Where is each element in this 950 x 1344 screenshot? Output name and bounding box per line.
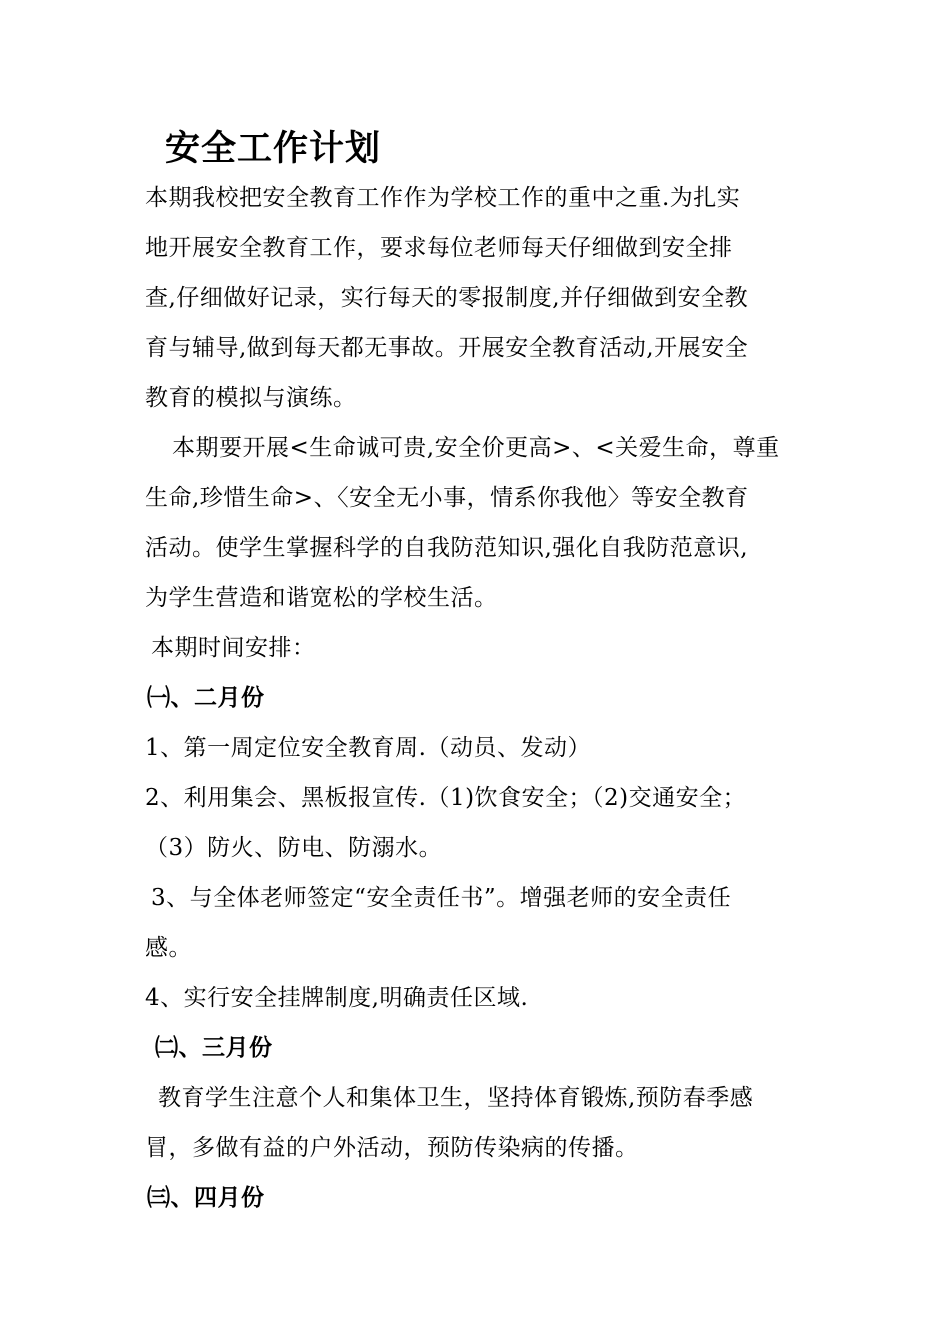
feb-item-1: 1、第一周定位安全教育周.（动员、发动） bbox=[145, 735, 591, 761]
paragraph2-line-3: 活动。使学生掌握科学的自我防范知识,强化自我防范意识, bbox=[145, 535, 749, 561]
feb-item-4: 4、实行安全挂牌制度,明确责任区域. bbox=[145, 985, 529, 1011]
mar-text-line-1: 教育学生注意个人和集体卫生，坚持体育锻炼,预防春季感 bbox=[158, 1085, 754, 1111]
feb-item-2-continued: （3）防火、防电、防溺水。 bbox=[145, 835, 443, 861]
section-heading-mar: ㈡、三月份 bbox=[155, 1035, 273, 1061]
paragraph1-line-3: 查,仔细做好记录，实行每天的零报制度,并仔细做到安全教 bbox=[145, 285, 749, 311]
paragraph2-line-2: 生命,珍惜生命>、〈安全无小事，情系你我他〉等安全教育 bbox=[145, 485, 749, 511]
paragraph2-line-1: 本期要开展<生命诚可贵,安全价更高>、<关爱生命，尊重 bbox=[172, 435, 780, 461]
paragraph1-line-1: 本期我校把安全教育工作作为学校工作的重中之重.为扎实 bbox=[145, 185, 741, 211]
mar-text-line-2: 冒，多做有益的户外活动，预防传染病的传播。 bbox=[145, 1135, 639, 1161]
feb-item-2: 2、利用集会、黑板报宣传.（1)饮食安全；（2)交通安全； bbox=[145, 785, 747, 811]
paragraph1-line-4: 育与辅导,做到每天都无事故。开展安全教育活动,开展安全 bbox=[145, 335, 749, 361]
document-title: 安全工作计划 bbox=[165, 129, 382, 169]
section-heading-feb: ㈠、二月份 bbox=[147, 685, 265, 711]
paragraph1-line-2: 地开展安全教育工作，要求每位老师每天仔细做到安全排 bbox=[145, 235, 733, 261]
feb-item-3: 3、与全体老师签定“安全责任书”。增强老师的安全责任 bbox=[151, 885, 732, 911]
feb-item-3-continued: 感。 bbox=[145, 935, 192, 961]
paragraph1-line-5: 教育的模拟与演练。 bbox=[145, 385, 357, 411]
schedule-intro: 本期时间安排： bbox=[151, 635, 316, 661]
paragraph2-line-4: 为学生营造和谐宽松的学校生活。 bbox=[145, 585, 498, 611]
section-heading-apr: ㈢、四月份 bbox=[147, 1185, 265, 1211]
